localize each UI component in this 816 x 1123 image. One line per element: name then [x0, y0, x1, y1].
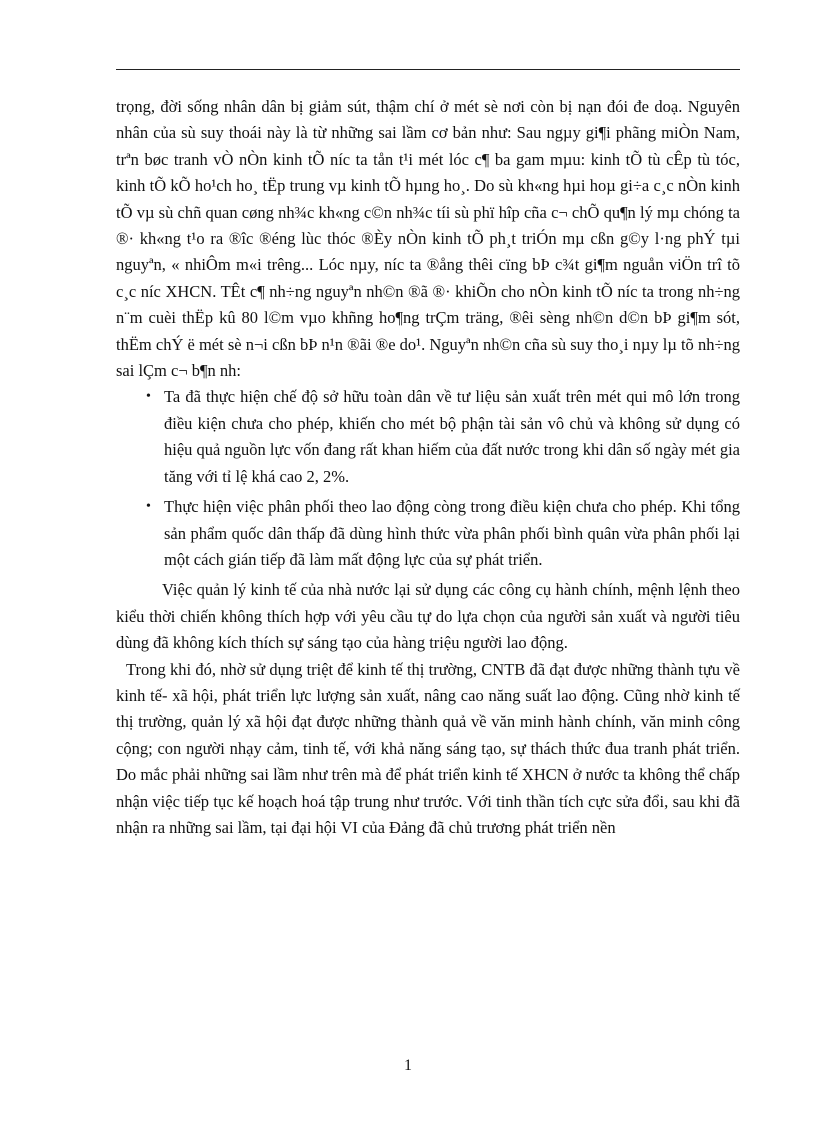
bullet-text: Thực hiện việc phân phối theo lao động còng trong điều kiện chưa cho phép. Khi tổng sản phẩm quốc dân thấp đã dùng hình thức vừa phân phối bình quân vừa phân phối lại một cách gián tiếp đã làm mất động lực của sự phát triển. [164, 497, 740, 569]
bullet-item [146, 384, 740, 490]
paragraph-continuation: trọng, đời sống nhân dân bị giảm sút, thậm chí ở mét sè nơi còn bị nạn đói đe doạ. Nguyên nhân của sù suy thoái này là từ những sai lầm cơ bản như: Sau ngµy gi¶i phãng miÒn Nam, trªn bøc tranh vÒ nÒn kinh tÕ níc ta tån t¹i mét lóc c¶ ba gam mµu: kinh tÕ tù cÊp tù tóc, kinh tÕ kÕ ho¹ch ho¸ tËp trung vµ kinh tÕ hµng ho¸. Do sù kh«ng hµi hoµ gi÷a c¸c nÒn kinh tÕ vµ sù chñ quan cøng nh¾c kh«ng c©n nh¾c tíi sù phï hîp cña c¬ chÕ qu¶n lý mµ chóng ta ®· kh«ng t¹o ra ®îc ®éng lùc thóc ®Èy nÒn kinh tÕ ph¸t triÓn mµ cßn g©y l·ng phÝ tµi nguyªn, « nhiÔm m«i trêng... Lóc nµy, níc ta ®ång thêi cïng bÞ c¾t gi¶m nguån viÖn trî tõ c¸c níc XHCN. TÊt c¶ nh÷ng nguyªn nh©n ®ã ®· khiÕn cho nÒn kinh tÕ níc ta trong nh÷ng n¨m cuèi thËp kû 80 l©m vµo khñng ho¶ng trÇm träng, ®êi sèng nh©n d©n bÞ gi¶m sót, thËm chÝ ë mét sè n¬i cßn bÞ n¹n ®ãi ®e do¹. Nguyªn nh©n cña sù suy tho¸i nµy lµ tõ nh÷ng sai lÇm c¬ b¶n nh: [116, 97, 740, 381]
paragraph-capitalism: Trong khi đó, nhờ sử dụng triệt để kinh tế thị trường, CNTB đã đạt được những thành tựu về kinh tế- xã hội, phát triển lực lượng sản xuất, nâng cao năng suất lao động. Cũng nhờ kinh tế thị trường, quản lý xã hội đạt được những thành quả về văn minh hành chính, văn minh công cộng; con người nhạy cảm, tinh tế, với khả năng sáng tạo, sự thách thức đua tranh phát triển. Do mắc phải những sai lầm như trên mà để phát triển kinh tế XHCN ở nước ta không thể chấp nhận việc tiếp tục kế hoạch hoá tập trung như trước. Với tinh thần tích cực sửa đổi, sau khi đã nhận ra những sai lầm, tại đại hội VI của Đảng đã chủ trương phát triển nền [116, 659, 740, 837]
bullet-item [146, 494, 740, 573]
bullet-list [116, 384, 740, 573]
bullet-text: Ta đã thực hiện chế độ sở hữu toàn dân về tư liệu sản xuất trên mét qui mô lớn trong điều kiện chưa cho phép, khiến cho mét bộ phận tài sản vô chủ và không sử dụng có hiệu quả nguồn lực vốn đang rất khan hiếm của đất nước trong khi dân số ngày mét gia tăng với tỉ lệ khá cao 2, 2%. [164, 387, 740, 486]
page-number: 1 [404, 1057, 412, 1074]
bullet-icon: • [146, 499, 151, 515]
paragraph-management: Việc quản lý kinh tế của nhà nước lại sử dụng các công cụ hành chính, mệnh lệnh theo kiểu thời chiến không thích hợp với yêu cầu tự do lựa chọn của người sản xuất và người tiêu dùng đã không kích thích sự sáng tạo của hàng triệu người lao động. [116, 580, 740, 653]
bullet-icon: • [146, 389, 151, 405]
header-rule [116, 69, 740, 70]
document-body [116, 94, 740, 841]
